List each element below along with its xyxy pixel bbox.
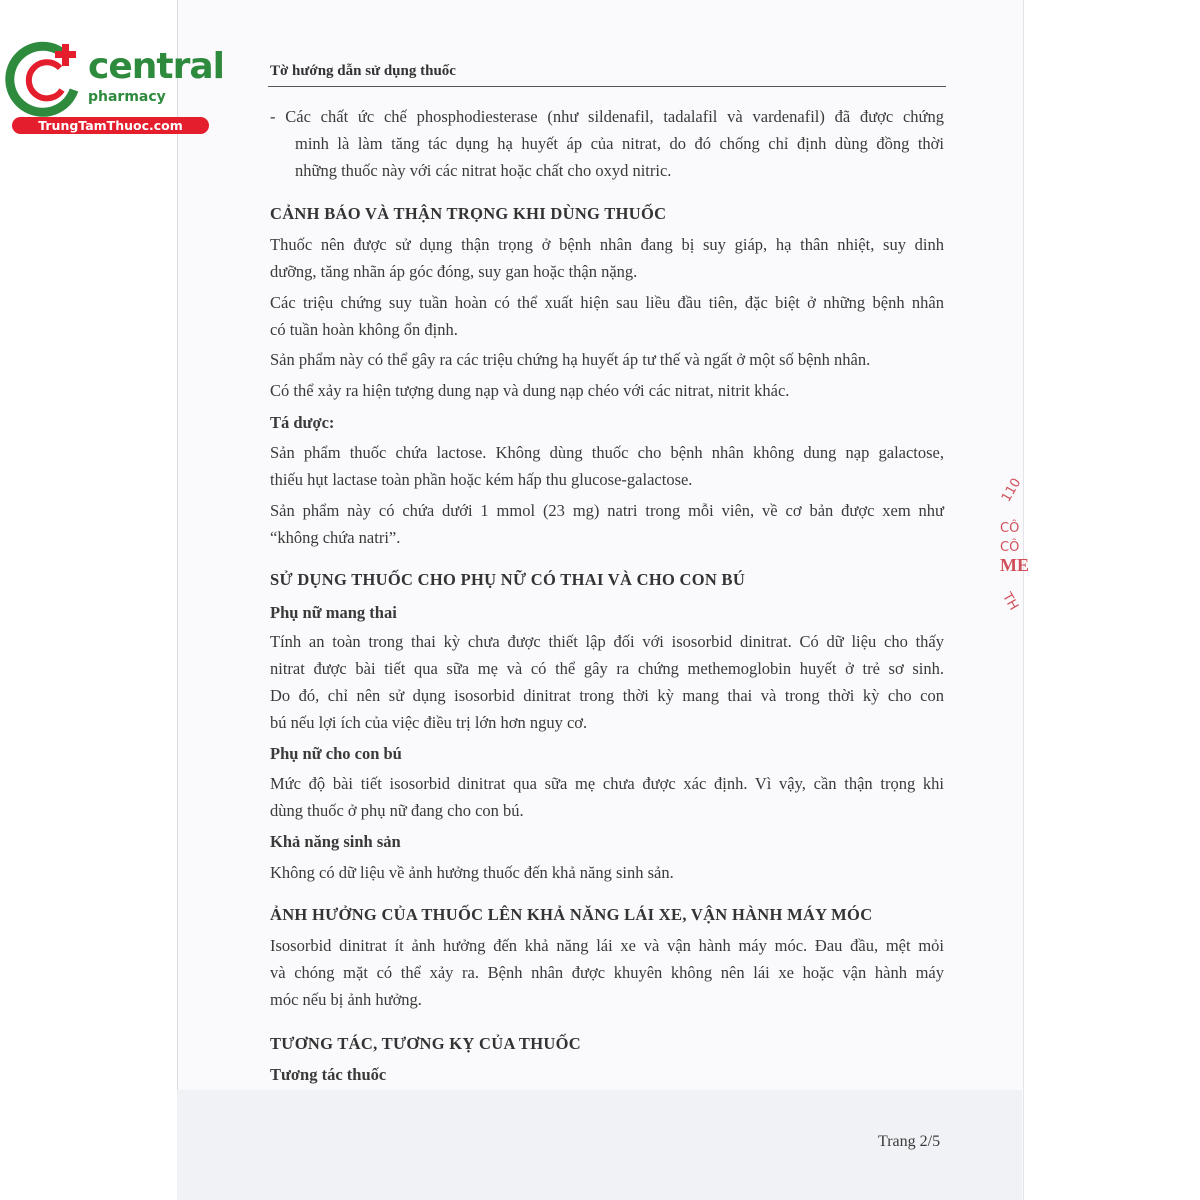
paragraph-line: những thuốc này với các nitrat hoặc chất cho oxyd nitric. [295,161,672,180]
red-stamp [999,475,1029,643]
page-number: Trang 2/5 [878,1133,941,1150]
stamp-text: 110 [999,475,1025,505]
logo-brand: central [88,46,224,87]
paragraph-line: nitrat được bài tiết qua sữa mẹ và có thể gây ra chứng methemoglobin huyết ở trẻ sơ sinh. [270,659,944,678]
section-heading: CẢNH BÁO VÀ THẬN TRỌNG KHI DÙNG THUỐC [270,204,667,223]
paragraph-line: thiếu hụt lactase toàn phần hoặc kém hấp thu glucose-galactose. [270,470,693,489]
paragraph-line: Tính an toàn trong thai kỳ chưa được thiết lập đối với isosorbid dinitrat. Có dữ liệu cho thấy [270,632,944,651]
paragraph-line: móc nếu bị ảnh hưởng. [270,990,422,1009]
paragraph-line: Do đó, chỉ nên sử dụng isosorbid dinitrat trong thời kỳ mang thai và trong thời kỳ cho con [270,686,944,705]
paragraph-line: Sản phẩm thuốc chứa lactose. Không dùng thuốc cho bệnh nhân không dung nạp galactose, [270,443,944,462]
section-heading: ẢNH HƯỞNG CỦA THUỐC LÊN KHẢ NĂNG LÁI XE, VẬN HÀNH MÁY MÓC [270,905,873,924]
logo-website: TrungTamThuoc.com [12,117,209,134]
stamp-text: CÔ [1000,540,1020,555]
background [0,0,177,1200]
paragraph-line: và chóng mặt có thể xảy ra. Bệnh nhân được khuyên không nên lái xe hoặc vận hành máy [270,963,944,982]
document-header: Tờ hướng dẫn sử dụng thuốc [270,63,456,79]
paragraph-line: Mức độ bài tiết isosorbid dinitrat qua sữa mẹ chưa được xác định. Vì vậy, cần thận trọng khi [270,774,944,793]
subsection-heading: Tương tác thuốc [270,1065,387,1084]
stamp-text: CÔ [1000,521,1020,536]
logo-subtitle: pharmacy [88,89,166,105]
paragraph-line: dưỡng, tăng nhãn áp góc đóng, suy gan hoặc thận nặng. [270,262,638,281]
paragraph-line: Các triệu chứng suy tuần hoàn có thể xuất hiện sau liều đầu tiên, đặc biệt ở những bệnh nhân [270,293,944,312]
subsection-heading: Tá dược: [270,413,335,432]
subsection-heading: Phụ nữ mang thai [270,603,397,622]
paragraph-line: Thuốc nên được sử dụng thận trọng ở bệnh nhân đang bị suy giáp, hạ thân nhiệt, suy dinh [270,235,944,254]
section-heading: SỬ DỤNG THUỐC CHO PHỤ NỮ CÓ THAI VÀ CHO CON BÚ [270,570,746,589]
paragraph-line: minh là làm tăng tác dụng hạ huyết áp của nitrat, do đó chống chỉ định dùng đồng thời [295,134,944,153]
header-divider [268,86,946,87]
paragraph-line: có tuần hoàn không ổn định. [270,320,458,339]
paragraph-line: dùng thuốc ở phụ nữ đang cho con bú. [270,801,524,820]
paragraph-line: Không có dữ liệu về ảnh hưởng thuốc đến khả năng sinh sản. [270,863,674,882]
subsection-heading: Phụ nữ cho con bú [270,744,402,763]
stamp-text: ME [1000,555,1029,575]
paragraph-line: “không chứa natri”. [270,528,401,547]
subsection-heading: Khả năng sinh sản [270,832,401,851]
paragraph-line: bú nếu lợi ích của việc điều trị lớn hơn nguy cơ. [270,713,588,732]
stamp-text: TH [999,590,1021,614]
pharmacy-cross-icon [10,38,90,118]
section-heading: TƯƠNG TÁC, TƯƠNG KỴ CỦA THUỐC [270,1034,581,1053]
paragraph-line: Sản phẩm này có chứa dưới 1 mmol (23 mg) natri trong mỗi viên, về cơ bản được xem như [270,501,944,520]
paragraph-line: Sản phẩm này có thể gây ra các triệu chứng hạ huyết áp tư thế và ngất ở một số bệnh nhân. [270,350,871,369]
paragraph-line: Isosorbid dinitrat ít ảnh hưởng đến khả năng lái xe và vận hành máy móc. Đau đầu, mệt mỏi [270,936,944,955]
paragraph-line: - Các chất ức chế phosphodiesterase (như sildenafil, tadalafil và vardenafil) đã được chứng [270,107,944,126]
paragraph-line: Có thể xảy ra hiện tượng dung nạp và dung nạp chéo với các nitrat, nitrit khác. [270,381,790,400]
